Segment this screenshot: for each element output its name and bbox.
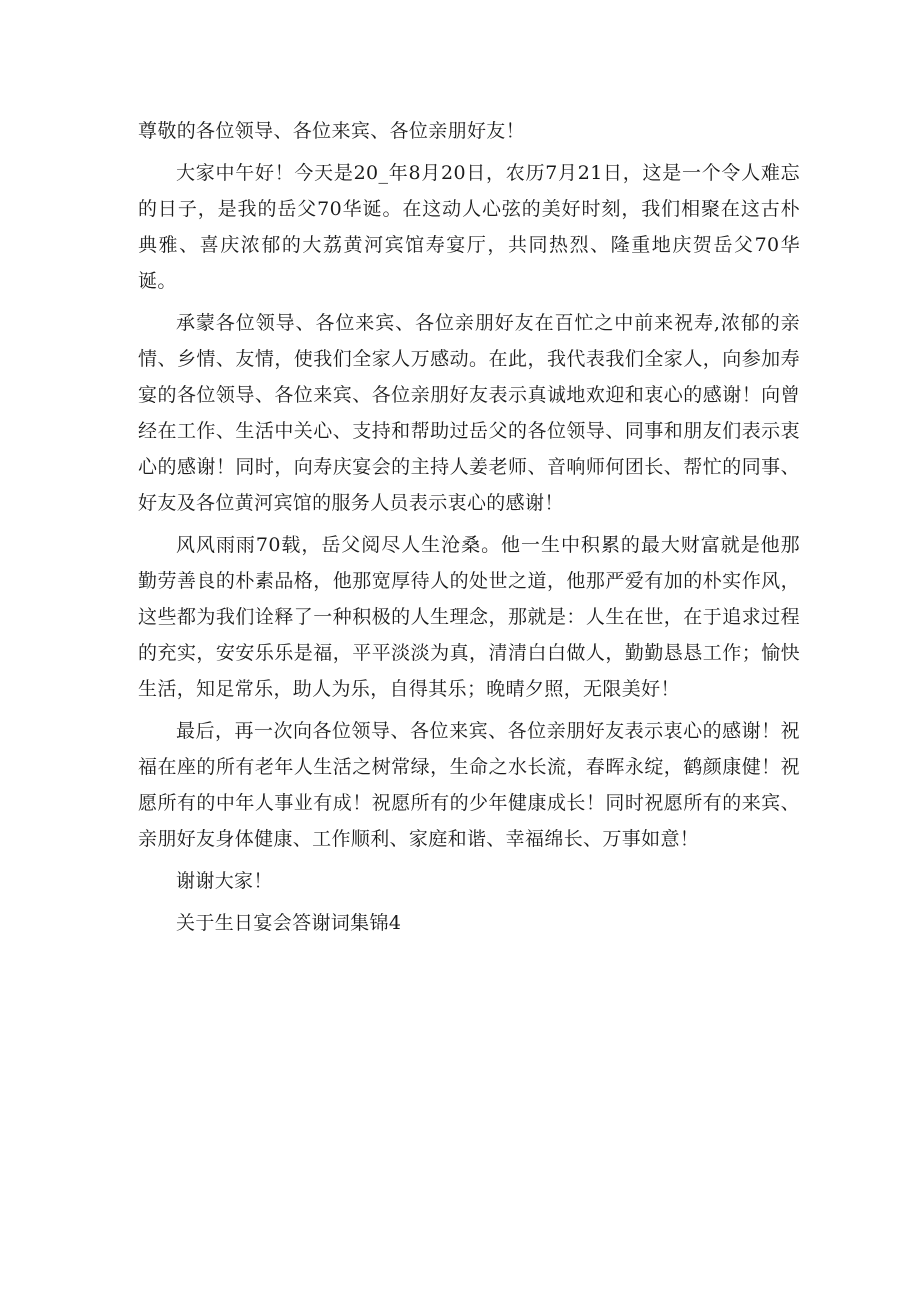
- section-heading: 关于生日宴会答谢词集锦4: [176, 912, 402, 934]
- paragraph-closing: 最后，再一次向各位领导、各位来宾、各位亲朋好友表示衷心的感谢！祝福在座的所有老年人生活之树常绿，生命之水长流，春晖永绽，鹤颜康健！祝愿所有的中年人事业有成！祝愿所有的少年健康成长！同时祝愿所有的来宾、亲朋好友身体健康、工作顺利、家庭和谐、幸福绵长、万事如意！: [138, 720, 800, 850]
- paragraph-thanks: 承蒙各位领导、各位来宾、各位亲朋好友在百忙之中前来祝寿,浓郁的亲情、乡情、友情，使我们全家人万感动。在此，我代表我们全家人，向参加寿宴的各位领导、各位来宾、各位亲朋好友表示真诚地欢迎和衷心的感谢！向曾经在工作、生活中关心、支持和帮助过岳父的各位领导、同事和朋友们表示衷心的感谢！同时，向寿庆宴会的主持人姜老师、音响师何团长、帮忙的同事、好友及各位黄河宾馆的服务人员表示衷心的感谢！: [138, 312, 800, 514]
- paragraph-tribute: 风风雨雨70载，岳父阅尽人生沧桑。他一生中积累的最大财富就是他那勤劳善良的朴素品格，他那宽厚待人的处世之道，他那严爱有加的朴实作风，这些都为我们诠释了一种积极的人生理念，那就是：人生在世，在于追求过程的充实，安安乐乐是福，平平淡淡为真，清清白白做人，勤勤恳恳工作；愉快生活，知足常乐，助人为乐，自得其乐；晚晴夕照，无限美好！: [138, 534, 800, 700]
- paragraph-thank-you: 谢谢大家！: [176, 870, 273, 892]
- paragraph-greeting: 大家中午好！今天是20_年8月20日，农历7月21日，这是一个令人难忘的日子，是我的岳父70华诞。在这动人心弦的美好时刻，我们相聚在这古朴典雅、喜庆浓郁的大荔黄河宾馆寿宴厅，共同热烈、隆重地庆贺岳父70华诞。: [138, 162, 800, 292]
- document-body: [138, 113, 800, 941]
- salutation: 尊敬的各位领导、各位来宾、各位亲朋好友！: [138, 120, 526, 142]
